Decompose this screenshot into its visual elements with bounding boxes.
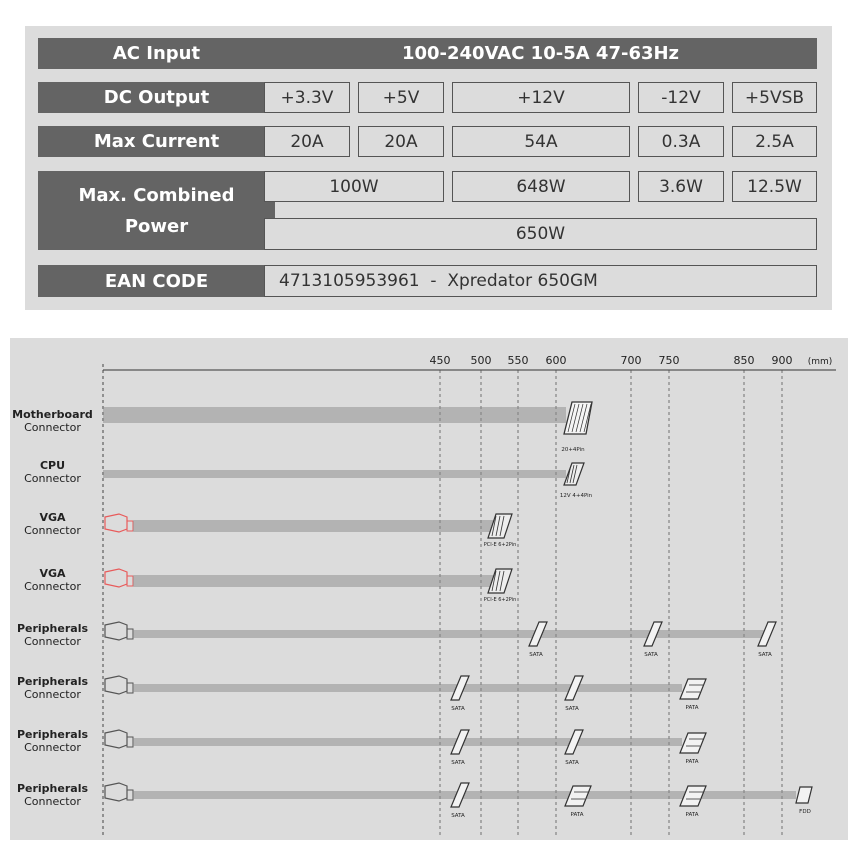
tick-label-900: 900 <box>771 354 793 367</box>
row-name: CPU <box>39 459 66 472</box>
tick-label-750: 750 <box>658 354 680 367</box>
peripheral-3-pata-connector-3 <box>680 733 706 753</box>
row-name: Peripherals <box>16 622 89 635</box>
peripheral-2-sata-connector-2-label: SATA <box>565 706 579 712</box>
tick-label-550: 550 <box>507 354 529 367</box>
ean-code-label: EAN CODE <box>38 265 275 297</box>
row-sub: Connector <box>24 688 81 701</box>
peripheral-1-sata-connector-3 <box>758 622 776 646</box>
vga-psu-plug-2 <box>105 569 127 587</box>
dc-output-5v: +5V <box>358 82 444 113</box>
peripheral-4-pata-connector-2-label: PATA <box>570 812 584 818</box>
max-combined-power-label-line1: Max. Combined <box>78 184 235 206</box>
dc-output-label: DC Output <box>38 82 275 113</box>
peripheral-psu-plug-4-tab <box>127 790 133 800</box>
dc-output-3v3: +3.3V <box>264 82 350 113</box>
peripheral-3-sata-connector-1-label: SATA <box>451 760 465 766</box>
cpu-connector-label: 12V 4+4Pin <box>559 493 593 499</box>
tick-label-700: 700 <box>620 354 642 367</box>
peripheral-2-pata-connector-3 <box>680 679 706 699</box>
peripheral-2-sata-connector-1-label: SATA <box>451 706 465 712</box>
tick-label-850: 850 <box>733 354 755 367</box>
peripheral-4-pata-connector-2 <box>565 786 591 806</box>
peripheral-4-pata-connector-3-label: PATA <box>685 812 699 818</box>
max-combined-power-label <box>38 171 275 250</box>
row-name: Peripherals <box>16 728 89 741</box>
peripheral-psu-plug-1 <box>105 622 127 640</box>
dc-output-minus12v: -12V <box>638 82 724 113</box>
motherboard-connector-label: 20+4Pin <box>561 447 585 453</box>
peripheral-psu-plug-2 <box>105 676 127 694</box>
row-label-vga-1 <box>10 511 95 537</box>
peripheral-psu-plug-1-tab <box>127 629 133 639</box>
row-sub: Connector <box>24 421 81 434</box>
max-current-3v3: 20A <box>264 126 350 157</box>
peripheral-4-pata-connector-3 <box>680 786 706 806</box>
row-sub: Connector <box>24 635 81 648</box>
combined-power-minus12v: 3.6W <box>638 171 724 202</box>
peripheral-1-sata-connector-3-label: SATA <box>758 652 772 658</box>
max-current-12v: 54A <box>452 126 630 157</box>
row-sub: Connector <box>24 524 81 537</box>
row-label-peripherals-1 <box>10 622 95 648</box>
row-name: Peripherals <box>16 675 89 688</box>
row-label-motherboard <box>10 408 95 434</box>
peripheral-psu-plug-3 <box>105 730 127 748</box>
combined-power-12v: 648W <box>452 171 630 202</box>
row-name: VGA <box>39 567 66 580</box>
peripheral-3-sata-connector-2-label: SATA <box>565 760 579 766</box>
peripheral-4-sata-connector-1 <box>451 783 469 807</box>
peripheral-psu-plug-2-tab <box>127 683 133 693</box>
peripheral-4-fdd-connector-4 <box>796 787 812 803</box>
psu-spec-table <box>25 26 832 310</box>
ac-input-value: 100-240VAC 10-5A 47-63Hz <box>264 38 817 69</box>
row-sub: Connector <box>24 472 81 485</box>
vga-connector-label-1: PCI-E 6+2Pin <box>483 542 517 548</box>
cable-length-diagram <box>10 338 848 840</box>
tick-label-500: 500 <box>470 354 492 367</box>
tick-label-600: 600 <box>545 354 567 367</box>
peripheral-3-pata-connector-3-label: PATA <box>685 759 699 765</box>
peripheral-3-sata-connector-2 <box>565 730 583 754</box>
tick-label-450: 450 <box>429 354 451 367</box>
cable-diagram-canvas <box>10 338 848 840</box>
row-sub: Connector <box>24 741 81 754</box>
peripheral-1-sata-connector-1-label: SATA <box>529 652 543 658</box>
row-name: VGA <box>39 511 66 524</box>
row-name: Peripherals <box>16 782 89 795</box>
peripheral-2-sata-connector-2 <box>565 676 583 700</box>
row-sub: Connector <box>24 580 81 593</box>
vga-psu-plug-1-tab <box>127 521 133 531</box>
peripheral-psu-plug-4 <box>105 783 127 801</box>
dc-output-5vsb: +5VSB <box>732 82 817 113</box>
max-current-5v: 20A <box>358 126 444 157</box>
dc-output-12v: +12V <box>452 82 630 113</box>
unit-label: (mm) <box>807 357 833 367</box>
peripheral-2-pata-connector-3-label: PATA <box>685 705 699 711</box>
peripheral-4-fdd-connector-4-label: FDD <box>799 809 811 815</box>
combined-power-3v3-5v: 100W <box>264 171 444 202</box>
row-label-cpu <box>10 459 95 485</box>
combined-power-total: 650W <box>264 218 817 250</box>
peripheral-1-sata-connector-2 <box>644 622 662 646</box>
max-current-label: Max Current <box>38 126 275 157</box>
row-sub: Connector <box>24 795 81 808</box>
row-label-peripherals-3 <box>10 728 95 754</box>
peripheral-4-sata-connector-1-label: SATA <box>451 813 465 819</box>
ac-input-label: AC Input <box>38 38 275 69</box>
peripheral-psu-plug-3-tab <box>127 737 133 747</box>
ean-code-value: 4713105953961 - Xpredator 650GM <box>264 265 817 297</box>
vga-psu-plug-1 <box>105 514 127 532</box>
peripheral-3-sata-connector-1 <box>451 730 469 754</box>
max-current-minus12v: 0.3A <box>638 126 724 157</box>
max-combined-power-label-line2: Power <box>124 215 189 237</box>
vga-connector-label-2: PCI-E 6+2Pin <box>483 597 517 603</box>
max-current-5vsb: 2.5A <box>732 126 817 157</box>
row-name: Motherboard <box>12 408 93 421</box>
peripheral-1-sata-connector-1 <box>529 622 547 646</box>
row-label-peripherals-4 <box>10 782 95 808</box>
row-label-vga-2 <box>10 567 95 593</box>
peripheral-2-sata-connector-1 <box>451 676 469 700</box>
peripheral-1-sata-connector-2-label: SATA <box>644 652 658 658</box>
row-label-peripherals-2 <box>10 675 95 701</box>
combined-power-5vsb: 12.5W <box>732 171 817 202</box>
vga-psu-plug-2-tab <box>127 576 133 586</box>
